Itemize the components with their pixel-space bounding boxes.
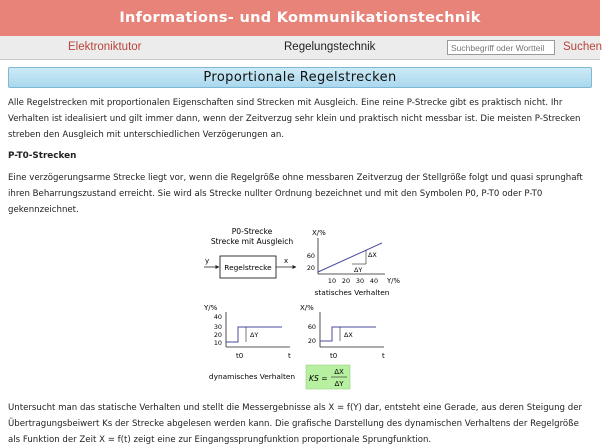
- block-label: Regelstrecke: [224, 263, 272, 272]
- static-delta-y: ΔY: [354, 266, 363, 274]
- dyn-y-t0: t0: [236, 352, 244, 360]
- pt0-paragraph: Eine verzögerungsarme Strecke liegt vor, wenn die Regelgröße ohne messbaren Zeitverzug der Stellgröße folgt und quasi sprunghaft ihren Beharrungszustand erreicht. Sie wird als Strecke nullter Ordnung bezeichnet und mit den Symbolen P0, P-T0 oder P-T0 gekennzeichnet.: [8, 173, 583, 215]
- static-ytick-60: 60: [306, 252, 315, 260]
- figure-caption-ausgleich: Strecke mit Ausgleich: [210, 237, 294, 246]
- dyn-x-t0: t0: [330, 352, 338, 360]
- pt0-diagram: [200, 226, 400, 392]
- dyn-y-tick-30: 30: [213, 323, 222, 331]
- dyn-x-tick-60: 60: [307, 323, 316, 331]
- ks-formula-denominator: ΔY: [334, 380, 344, 388]
- static-xtick-10: 10: [327, 277, 337, 285]
- dyn-x-ylabel: X/%: [300, 304, 314, 312]
- static-xtick-30: 30: [355, 277, 365, 285]
- static-caption: statisches Verhalten: [314, 288, 390, 297]
- nav-current-section[interactable]: Regelungstechnik: [284, 41, 376, 53]
- figure-caption-p0: P0-Strecke: [231, 227, 273, 236]
- static-xtick-20: 20: [341, 277, 351, 285]
- analysis-paragraph: Untersucht man das statische Verhalten und stellt die Messergebnisse als X = f(Y) dar, entsteht eine Gerade, aus deren Steigung der Übertragungsbeiwert Ks der Strecke abgelesen werden kann. Die grafische Darstellung des dynamischen Verhaltens der Regelgröße als Funktion der Zeit X = f(t) zeigt eine zur Eingangssprungfunktion proportionale Sprungfunktion.: [8, 403, 583, 445]
- site-title: Informations- und Kommunikationstechnik: [119, 10, 481, 26]
- ks-formula-numerator: ΔX: [334, 368, 344, 376]
- output-label: x: [284, 257, 289, 265]
- dyn-x-tick-20: 20: [307, 337, 316, 345]
- dyn-y-ylabel: Y/%: [204, 304, 218, 312]
- dyn-y-tick-10: 10: [213, 339, 222, 347]
- static-delta-x: ΔX: [368, 251, 377, 259]
- dyn-y-t: t: [288, 352, 291, 360]
- dyn-y-tick-20: 20: [213, 331, 222, 339]
- navigation-bar: [0, 36, 600, 60]
- dynamic-caption: dynamisches Verhalten: [208, 372, 296, 381]
- dyn-x-t: t: [382, 352, 385, 360]
- static-xtick-40: 40: [369, 277, 379, 285]
- section-heading-pt0: P-T0-Strecken: [8, 151, 77, 161]
- page-title-bar: [8, 67, 592, 88]
- ks-formula-lhs: KS =: [309, 374, 328, 383]
- nav-home-link[interactable]: Elektroniktutor: [68, 41, 142, 53]
- dyn-delta-y: ΔY: [250, 331, 259, 339]
- search-button[interactable]: Suchen: [563, 41, 602, 53]
- search-input[interactable]: [447, 40, 555, 55]
- static-xlabel: Y/%: [387, 277, 400, 285]
- static-ylabel: X/%: [312, 229, 326, 237]
- pt0-figure: [200, 226, 400, 392]
- intro-paragraph: Alle Regelstrecken mit proportionalen Eigenschaften sind Strecken mit Ausgleich. Eine reine P-Strecke gibt es praktisch nicht. Ihr Verhalten ist idealisiert und gilt immer dann, wenn der Zeitverzug sehr klein und praktisch nicht messbar ist. Die meisten P-Strecken streben den Ausgleich mit unterschiedlichen Verzögerungen an.: [8, 98, 581, 140]
- dyn-y-tick-40: 40: [213, 313, 222, 321]
- dyn-delta-x: ΔX: [344, 331, 353, 339]
- input-label: y: [205, 257, 210, 265]
- site-banner: [0, 0, 600, 36]
- page-title: Proportionale Regelstrecken: [203, 70, 397, 85]
- static-ytick-20: 20: [306, 264, 315, 272]
